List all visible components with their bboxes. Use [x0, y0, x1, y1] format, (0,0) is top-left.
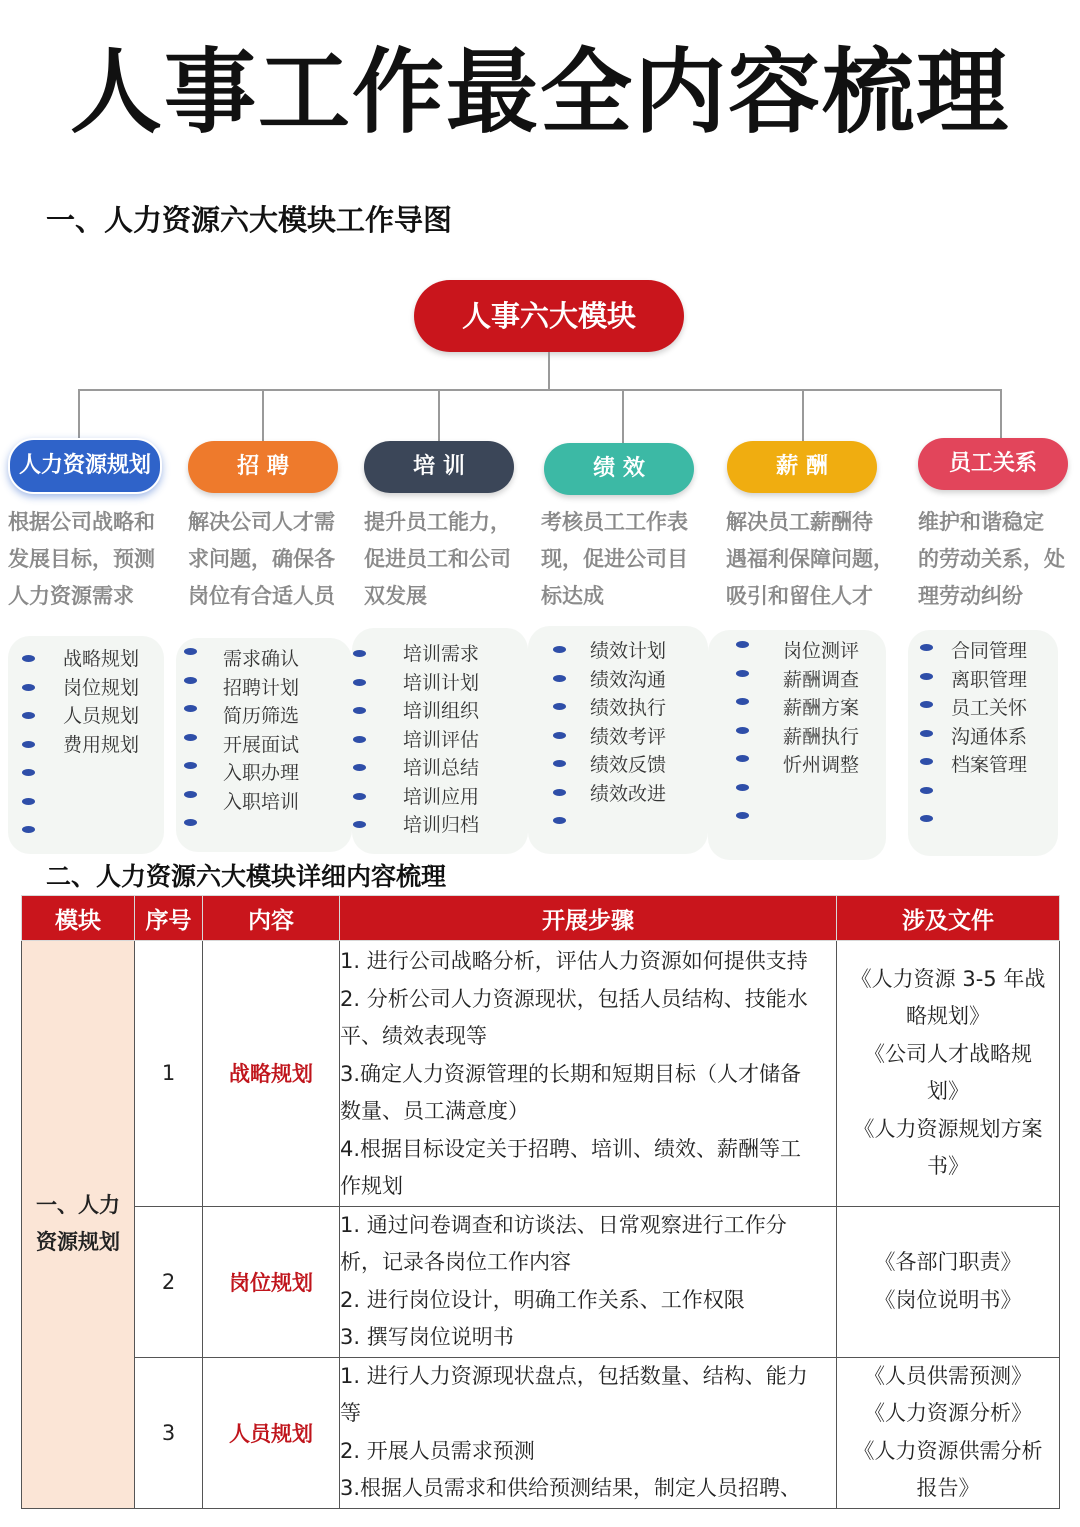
bullet-dot-icon: [353, 736, 366, 743]
bullet-dot-icon: [184, 677, 197, 684]
bullet-dot-icon: [184, 734, 197, 741]
header-files: 涉及文件: [837, 896, 1060, 941]
list-item: 培训计划: [403, 671, 480, 694]
module-pill: 培 训: [364, 441, 514, 493]
bullet-dot-icon: [22, 712, 35, 719]
module-description: [364, 504, 532, 615]
module-description: [726, 504, 894, 615]
table-header-row: [22, 896, 1060, 941]
list-item: 薪酬调查: [783, 668, 860, 691]
bullet-dot-icon: [22, 741, 35, 748]
list-item: 沟通体系: [951, 725, 1028, 748]
list-item: 档案管理: [951, 754, 1028, 776]
bullet-dot-icon: [920, 701, 933, 708]
module-description-line: 遇福利保障问题，: [726, 547, 894, 571]
horizontal-connector: [78, 389, 1000, 391]
bullet-dot-icon: [184, 791, 197, 798]
table-row: [22, 1206, 1060, 1357]
table-row: [22, 941, 1060, 1207]
module-description-line: 岗位有合适人员: [188, 584, 335, 608]
module-description: [8, 504, 176, 615]
bullet-dot-icon: [736, 812, 749, 819]
bullet-dot-icon: [353, 821, 366, 828]
step-line: 3.根据人员需求和供给预测结果，制定人员招聘、: [340, 1476, 802, 1500]
module-description-line: 人力资源需求: [8, 584, 134, 608]
list-item: 开展面试: [223, 733, 300, 756]
bullet-dot-icon: [553, 675, 566, 682]
list-item: 忻州调整: [783, 754, 860, 776]
section1-title: 一、人力资源六大模块工作导图: [46, 203, 453, 237]
section2-title: 二、人力资源六大模块详细内容梳理: [46, 862, 447, 891]
module-pill: 人力资源规划: [8, 438, 162, 494]
module-description-line: 吸引和留住人才: [726, 584, 873, 608]
bullet-dot-icon: [22, 655, 35, 662]
bullet-dot-icon: [184, 648, 197, 655]
bullet-dot-icon: [22, 769, 35, 776]
bullet-dot-icon: [184, 705, 197, 712]
detail-table: [21, 895, 1060, 1509]
row-content: 岗位规划: [203, 1206, 340, 1357]
module-description-line: 解决公司人才需: [188, 510, 335, 534]
module-task-list: [403, 640, 479, 840]
module-connector: [622, 389, 624, 443]
module-description-line: 提升员工能力，: [364, 510, 511, 534]
module-description-line: 双发展: [364, 584, 427, 608]
step-line: 3.确定人力资源管理的长期和短期目标（人才储备: [340, 1061, 802, 1086]
row-files: [837, 1357, 1060, 1508]
bullet-dot-icon: [920, 815, 933, 822]
list-item: 薪酬执行: [783, 725, 860, 748]
bullet-dot-icon: [353, 679, 366, 686]
bullet-dot-icon: [920, 644, 933, 651]
bullet-dot-icon: [353, 793, 366, 800]
module-cell: [22, 941, 135, 1509]
header-number: 序号: [135, 896, 203, 941]
module-label-line: 资源规划: [36, 1230, 120, 1255]
list-item: 培训组织: [403, 700, 480, 722]
list-item: 培训应用: [403, 785, 480, 808]
row-number: 2: [135, 1206, 203, 1357]
list-item: 岗位测评: [783, 640, 860, 662]
row-files: [837, 941, 1060, 1207]
bullet-dot-icon: [22, 826, 35, 833]
header-module: 模块: [22, 896, 135, 941]
step-line: 1. 进行公司战略分析，评估人力资源如何提供支持: [340, 949, 808, 973]
list-item: 培训评估: [403, 728, 480, 751]
file-line: 《人力资源 3-5 年战: [850, 966, 1046, 991]
module-description-line: 考核员工工作表: [541, 510, 688, 534]
file-line: 略规划》: [906, 1004, 990, 1029]
bullet-dot-icon: [920, 673, 933, 680]
module-description: [918, 504, 1080, 615]
list-item: 战略规划: [63, 648, 140, 670]
file-line: 书》: [927, 1154, 969, 1179]
list-item: 绩效改进: [590, 782, 667, 805]
step-line: 平、绩效表现等: [340, 1024, 487, 1048]
header-content: 内容: [203, 896, 340, 941]
list-item: 培训需求: [403, 643, 480, 665]
bullet-dot-icon: [920, 730, 933, 737]
bullet-dot-icon: [184, 819, 197, 826]
table-row: [22, 1357, 1060, 1508]
page-title: 人事工作最全内容梳理: [69, 39, 1010, 146]
bullet-dot-icon: [736, 755, 749, 762]
file-line: 《人力资源分析》: [864, 1401, 1032, 1425]
file-line: 《公司人才战略规: [864, 1041, 1032, 1066]
module-connector: [1000, 389, 1002, 438]
list-item: 离职管理: [951, 668, 1028, 691]
module-description: [541, 504, 709, 615]
bullet-dot-icon: [736, 727, 749, 734]
root-module-pill: 人事六大模块: [414, 280, 684, 352]
bullet-dot-icon: [353, 707, 366, 714]
bullet-dot-icon: [22, 684, 35, 691]
list-item: 绩效反馈: [590, 754, 667, 776]
step-line: 等: [340, 1401, 361, 1425]
list-item: 绩效沟通: [590, 668, 667, 691]
file-line: 《岗位说明书》: [874, 1287, 1022, 1312]
bullet-dot-icon: [553, 789, 566, 796]
step-line: 作规划: [340, 1174, 403, 1198]
file-line: 《人力资源供需分析: [853, 1438, 1043, 1463]
bullet-dot-icon: [553, 817, 566, 824]
bullet-dot-icon: [736, 784, 749, 791]
list-item: 员工关怀: [951, 697, 1028, 719]
bullet-dot-icon: [553, 646, 566, 653]
list-item: 绩效计划: [590, 640, 667, 662]
module-connector: [262, 389, 264, 441]
bullet-dot-icon: [553, 703, 566, 710]
step-line: 1. 进行人力资源现状盘点，包括数量、结构、能力: [340, 1363, 808, 1388]
bullet-dot-icon: [553, 732, 566, 739]
root-connector: [548, 352, 550, 390]
list-item: 入职办理: [223, 762, 300, 784]
file-line: 《人力资源规划方案: [853, 1116, 1043, 1141]
module-task-list: [63, 645, 139, 759]
row-number: 1: [135, 941, 203, 1207]
list-item: 培训总结: [403, 757, 480, 779]
bullet-dot-icon: [920, 758, 933, 765]
module-description-line: 现，促进公司目: [541, 547, 688, 571]
module-description-line: 求问题，确保各: [188, 547, 335, 571]
list-item: 人员规划: [63, 705, 140, 727]
module-task-list: [783, 637, 859, 780]
module-description-line: 维护和谐稳定: [918, 510, 1044, 534]
list-item: 简历筛选: [223, 705, 300, 727]
step-line: 3. 撰写岗位说明书: [340, 1325, 514, 1349]
step-line: 2. 分析公司人力资源现状，包括人员结构、技能水: [340, 986, 808, 1011]
module-description-line: 促进员工和公司: [364, 547, 511, 571]
module-connector: [78, 389, 80, 438]
list-item: 费用规划: [63, 733, 140, 756]
module-description-line: 的劳动关系，处: [918, 547, 1065, 571]
step-line: 数量、员工满意度）: [340, 1099, 529, 1123]
module-description-line: 解决员工薪酬待: [726, 510, 873, 534]
list-item: 需求确认: [223, 648, 300, 670]
module-connector: [802, 389, 804, 441]
row-steps: [340, 1206, 837, 1357]
step-line: 析，记录各岗位工作内容: [340, 1250, 571, 1274]
list-item: 薪酬方案: [783, 697, 860, 719]
bullet-dot-icon: [920, 787, 933, 794]
step-line: 2. 进行岗位设计，明确工作关系、工作权限: [340, 1287, 745, 1312]
module-task-list: [590, 637, 666, 808]
module-pill: 薪 酬: [727, 441, 877, 493]
module-pill: 招 聘: [188, 441, 338, 493]
module-description-line: 根据公司战略和: [8, 510, 155, 534]
bullet-dot-icon: [353, 650, 366, 657]
list-item: 培训归档: [403, 814, 480, 836]
list-item: 招聘计划: [223, 676, 300, 699]
row-number: 3: [135, 1357, 203, 1508]
file-line: 《各部门职责》: [874, 1250, 1022, 1274]
module-description-line: 发展目标，预测: [8, 547, 155, 571]
bullet-dot-icon: [736, 698, 749, 705]
bullet-dot-icon: [553, 760, 566, 767]
module-task-list: [223, 645, 299, 816]
list-item: 合同管理: [951, 640, 1028, 662]
row-content: 战略规划: [203, 941, 340, 1207]
row-content: 人员规划: [203, 1357, 340, 1508]
file-line: 划》: [927, 1079, 969, 1104]
bullet-dot-icon: [22, 798, 35, 805]
header-steps: 开展步骤: [340, 896, 837, 941]
step-line: 4.根据目标设定关于招聘、培训、绩效、薪酬等工: [340, 1136, 802, 1161]
file-line: 《人员供需预测》: [864, 1363, 1032, 1388]
bullet-dot-icon: [184, 762, 197, 769]
step-line: 2. 开展人员需求预测: [340, 1438, 535, 1463]
module-description-line: 理劳动纠纷: [918, 584, 1023, 608]
module-pill: 员工关系: [918, 438, 1068, 490]
module-description-line: 标达成: [541, 584, 604, 608]
row-files: [837, 1206, 1060, 1357]
row-steps: [340, 941, 837, 1207]
file-line: 报告》: [916, 1476, 980, 1500]
bullet-dot-icon: [736, 641, 749, 648]
list-item: 岗位规划: [63, 676, 140, 699]
module-task-list: [951, 637, 1027, 780]
row-steps: [340, 1357, 837, 1508]
module-pill: 绩 效: [544, 443, 694, 495]
step-line: 1. 通过问卷调查和访谈法、日常观察进行工作分: [340, 1212, 787, 1237]
bullet-dot-icon: [736, 670, 749, 677]
list-item: 入职培训: [223, 790, 300, 813]
list-item: 绩效执行: [590, 697, 667, 719]
module-label-line: 一、人力: [36, 1193, 120, 1218]
bullet-dot-icon: [353, 764, 366, 771]
list-item: 绩效考评: [590, 725, 667, 748]
module-connector: [438, 389, 440, 441]
module-description: [188, 504, 356, 615]
